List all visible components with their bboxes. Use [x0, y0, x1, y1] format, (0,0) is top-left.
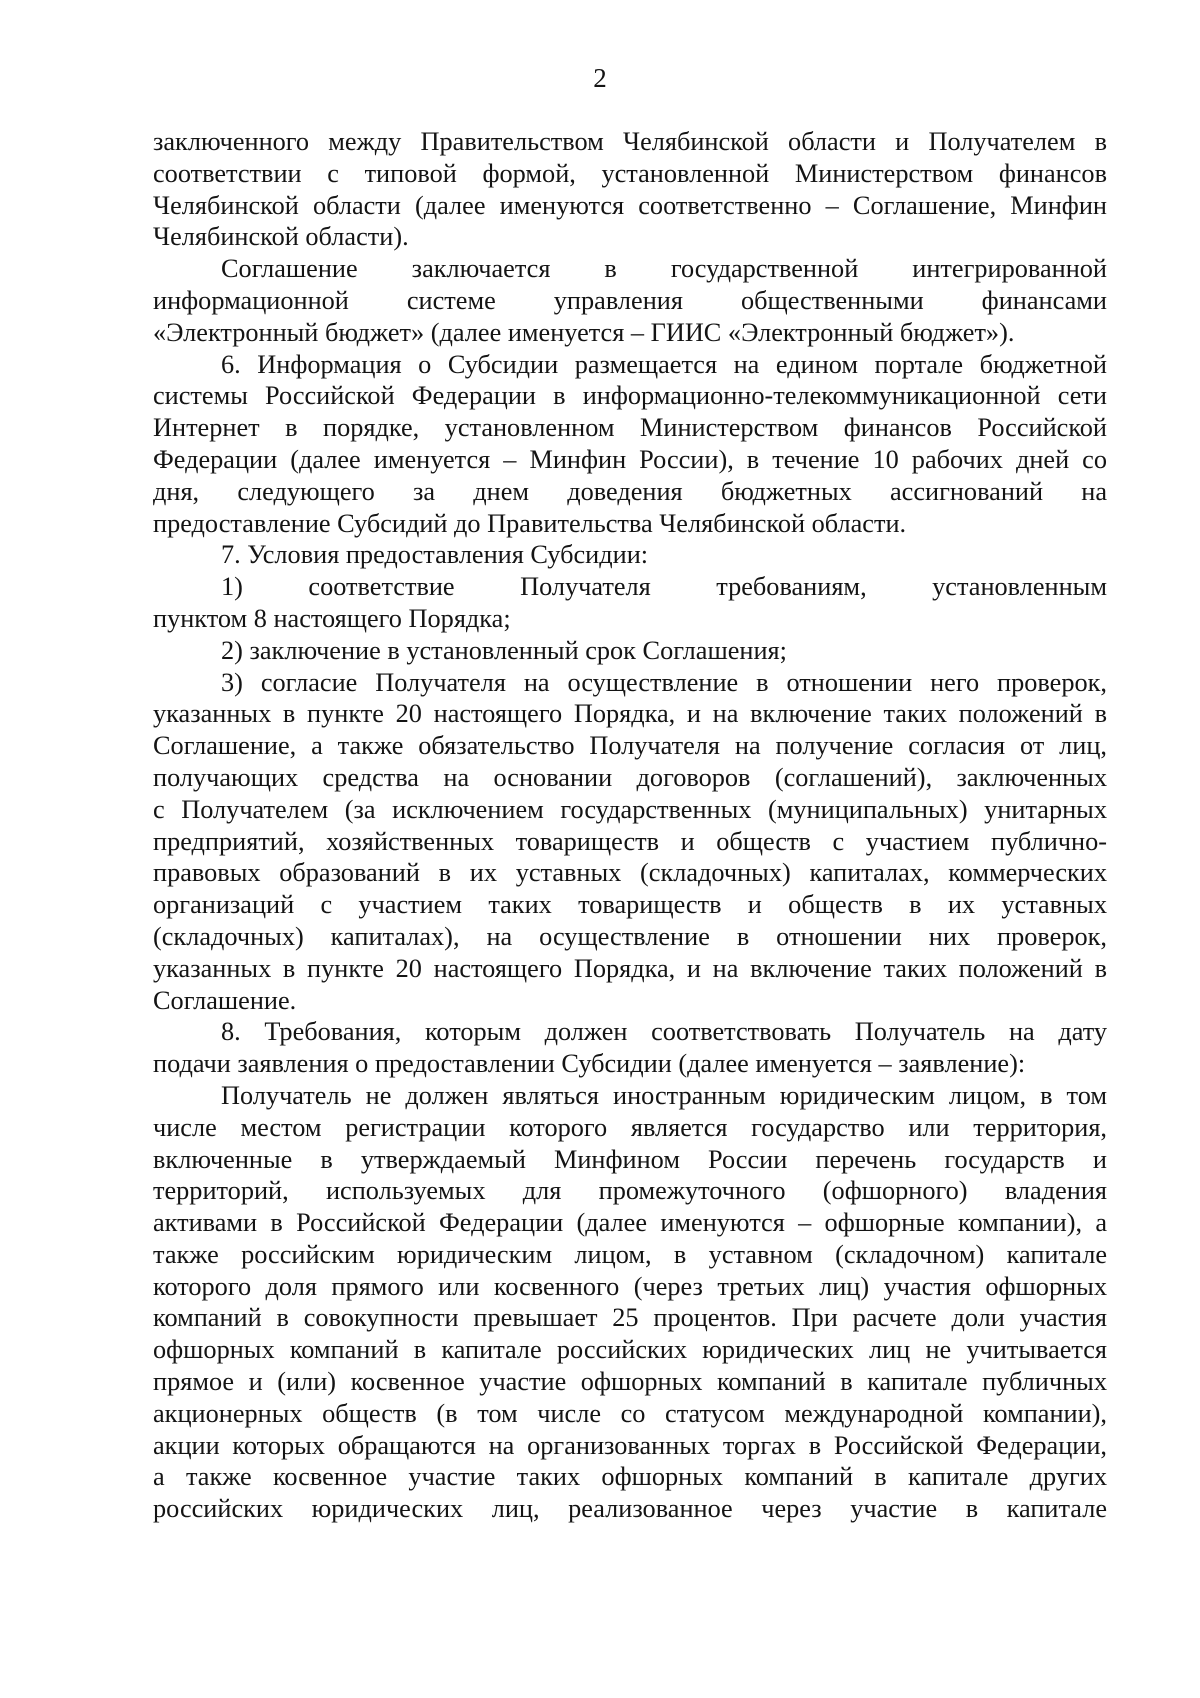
text-line: предоставление Субсидий до Правительства Челябинской области.	[153, 508, 907, 538]
text-line: также российским юридическим лицом, в уставном (складочном) капитале	[153, 1239, 1107, 1269]
text-line: 7. Условия предоставления Субсидии:	[221, 540, 649, 570]
text-line: (складочных) капиталах), на осуществление в отношении них проверок,	[153, 921, 1107, 951]
text-line: «Электронный бюджет» (далее именуется – ГИИС «Электронный бюджет»).	[153, 317, 1015, 347]
text-line: предприятий, хозяйственных товариществ и обществ с участием публично-	[153, 826, 1107, 856]
text-line: числе местом регистрации которого является государство или территория,	[153, 1112, 1107, 1142]
text-line: 2) заключение в установленный срок Соглашения;	[221, 635, 787, 665]
text-line: с Получателем (за исключением государственных (муниципальных) унитарных	[153, 794, 1107, 824]
text-line: получающих средства на основании договоров (соглашений), заключенных	[153, 762, 1107, 792]
text-line: Получатель не должен являться иностранным юридическим лицом, в том	[221, 1080, 1107, 1110]
text-line: Челябинской области).	[153, 222, 409, 252]
text-line: подачи заявления о предоставлении Субсидии (далее именуется – заявление):	[153, 1049, 1026, 1079]
text-line: активами в Российской Федерации (далее именуются – офшорные компании), а	[153, 1208, 1107, 1238]
text-line: дня, следующего за днем доведения бюджетных ассигнований на	[153, 476, 1107, 506]
text-line: 1) соответствие Получателя требованиям, установленным	[221, 572, 1107, 602]
text-line: прямое и (или) косвенное участие офшорных компаний в капитале публичных	[153, 1367, 1107, 1397]
text-line: системы Российской Федерации в информационно-телекоммуникационной сети	[153, 381, 1107, 411]
text-line: Федерации (далее именуется – Минфин России), в течение 10 рабочих дней со	[153, 444, 1107, 474]
text-line: Интернет в порядке, установленном Министерством финансов Российской	[153, 413, 1107, 443]
text-line: Соглашение заключается в государственной интегрированной	[221, 254, 1107, 284]
text-line: Соглашение, а также обязательство Получателя на получение согласия от лиц,	[153, 731, 1107, 761]
text-line: Соглашение.	[153, 985, 297, 1015]
text-line: акционерных обществ (в том числе со статусом международной компании),	[153, 1398, 1107, 1428]
text-line: заключенного между Правительством Челябинской области и Получателем в	[153, 127, 1107, 156]
text-line: включенные в утверждаемый Минфином России перечень государств и	[153, 1144, 1107, 1174]
text-line: территорий, используемых для промежуточного (офшорного) владения	[153, 1176, 1107, 1206]
text-line: указанных в пункте 20 настоящего Порядка, и на включение таких положений в	[153, 953, 1107, 983]
text-line: Челябинской области (далее именуются соответственно – Соглашение, Минфин	[153, 190, 1107, 220]
text-line: соответствии с типовой формой, установленной Министерством финансов	[153, 158, 1107, 188]
text-line: компаний в совокупности превышает 25 процентов. При расчете доли участия	[153, 1303, 1107, 1333]
text-line: офшорных компаний в капитале российских юридических лиц не учитывается	[153, 1335, 1107, 1365]
text-line: правовых образований в их уставных (складочных) капиталах, коммерческих	[153, 858, 1107, 888]
text-line: российских юридических лиц, реализованное через участие в капитале	[153, 1494, 1107, 1524]
text-line: 8. Требования, которым должен соответствовать Получатель на дату	[221, 1017, 1107, 1047]
text-line: которого доля прямого или косвенного (через третьих лиц) участия офшорных	[153, 1271, 1107, 1301]
text-line: 6. Информация о Субсидии размещается на едином портале бюджетной	[221, 349, 1107, 379]
text-line: указанных в пункте 20 настоящего Порядка, и на включение таких положений в	[153, 699, 1107, 729]
text-line: информационной системе управления общественными финансами	[153, 285, 1107, 315]
text-line: а также косвенное участие таких офшорных компаний в капитале других	[153, 1462, 1107, 1492]
document-body	[153, 126, 1107, 1525]
page-number: 2	[593, 63, 607, 93]
text-line: пунктом 8 настоящего Порядка;	[153, 603, 511, 633]
text-line: 3) согласие Получателя на осуществление в отношении него проверок,	[221, 667, 1107, 697]
text-line: организаций с участием таких товариществ и обществ в их уставных	[153, 890, 1107, 920]
text-line: акции которых обращаются на организованных торгах в Российской Федерации,	[153, 1430, 1107, 1460]
